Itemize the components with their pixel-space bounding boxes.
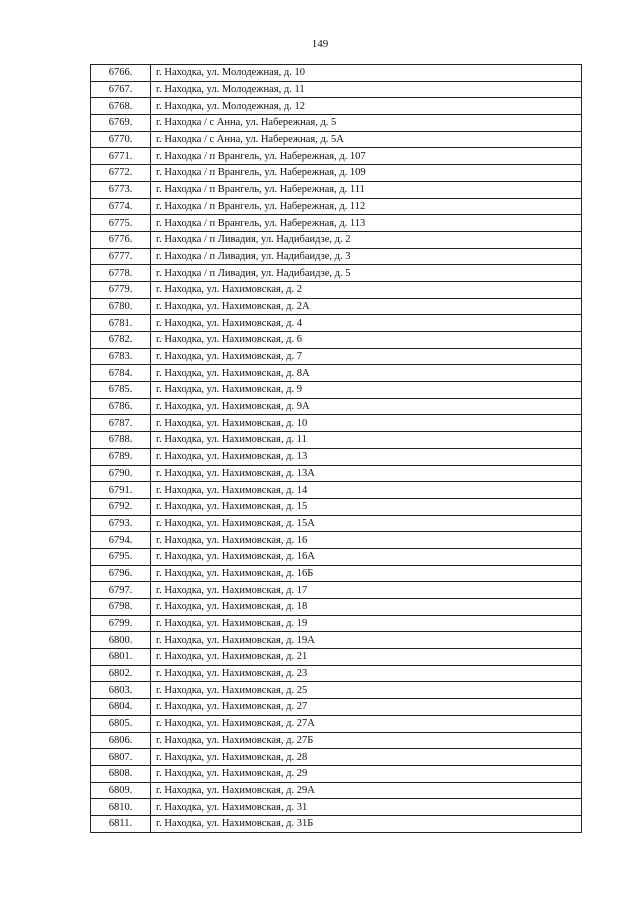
row-address: г. Находка, ул. Нахимовская, д. 13 xyxy=(151,448,582,465)
table-row xyxy=(91,649,582,666)
row-number: 6780. xyxy=(91,298,151,315)
table-row xyxy=(91,131,582,148)
row-address: г. Находка, ул. Нахимовская, д. 27Б xyxy=(151,732,582,749)
table-row xyxy=(91,615,582,632)
table-row xyxy=(91,632,582,649)
row-number: 6804. xyxy=(91,699,151,716)
table-row xyxy=(91,248,582,265)
row-number: 6787. xyxy=(91,415,151,432)
table-row xyxy=(91,348,582,365)
table-row xyxy=(91,782,582,799)
row-address: г. Находка / п Ливадия, ул. Надибаидзе, д. 3 xyxy=(151,248,582,265)
row-address: г. Находка, ул. Молодежная, д. 11 xyxy=(151,81,582,98)
table-row xyxy=(91,432,582,449)
row-address: г. Находка, ул. Нахимовская, д. 17 xyxy=(151,582,582,599)
table-row xyxy=(91,548,582,565)
row-address: г. Находка, ул. Нахимовская, д. 29А xyxy=(151,782,582,799)
table-row xyxy=(91,332,582,349)
row-address: г. Находка, ул. Нахимовская, д. 14 xyxy=(151,482,582,499)
table-row xyxy=(91,715,582,732)
table-row xyxy=(91,281,582,298)
row-address: г. Находка, ул. Нахимовская, д. 15А xyxy=(151,515,582,532)
row-address: г. Находка, ул. Нахимовская, д. 27 xyxy=(151,699,582,716)
row-address: г. Находка / п Врангель, ул. Набережная, д. 111 xyxy=(151,181,582,198)
row-number: 6786. xyxy=(91,398,151,415)
row-address: г. Находка / п Врангель, ул. Набережная, д. 107 xyxy=(151,148,582,165)
table-row xyxy=(91,465,582,482)
row-address: г. Находка, ул. Нахимовская, д. 2 xyxy=(151,281,582,298)
table-row xyxy=(91,699,582,716)
table-body xyxy=(91,65,582,833)
row-number: 6799. xyxy=(91,615,151,632)
row-address: г. Находка, ул. Нахимовская, д. 9А xyxy=(151,398,582,415)
address-table xyxy=(90,64,582,833)
row-address: г. Находка, ул. Молодежная, д. 12 xyxy=(151,98,582,115)
row-address: г. Находка / с Анна, ул. Набережная, д. 5 xyxy=(151,115,582,132)
row-address: г. Находка, ул. Нахимовская, д. 9 xyxy=(151,382,582,399)
table-row xyxy=(91,398,582,415)
table-row xyxy=(91,448,582,465)
row-address: г. Находка / п Врангель, ул. Набережная, д. 109 xyxy=(151,165,582,182)
row-number: 6768. xyxy=(91,98,151,115)
row-number: 6794. xyxy=(91,532,151,549)
table-row xyxy=(91,682,582,699)
row-address: г. Находка, ул. Нахимовская, д. 19А xyxy=(151,632,582,649)
table-row xyxy=(91,298,582,315)
row-address: г. Находка, ул. Нахимовская, д. 15 xyxy=(151,498,582,515)
row-address: г. Находка, ул. Нахимовская, д. 16А xyxy=(151,548,582,565)
row-address: г. Находка, ул. Нахимовская, д. 23 xyxy=(151,665,582,682)
row-address: г. Находка, ул. Нахимовская, д. 31Б xyxy=(151,815,582,832)
row-address: г. Находка, ул. Нахимовская, д. 16 xyxy=(151,532,582,549)
table-row xyxy=(91,81,582,98)
row-address: г. Находка, ул. Нахимовская, д. 21 xyxy=(151,649,582,666)
table-row xyxy=(91,148,582,165)
page-number: 149 xyxy=(311,38,329,50)
row-number: 6767. xyxy=(91,81,151,98)
table-row xyxy=(91,582,582,599)
row-number: 6783. xyxy=(91,348,151,365)
row-number: 6806. xyxy=(91,732,151,749)
row-address: г. Находка, ул. Нахимовская, д. 31 xyxy=(151,799,582,816)
row-address: г. Находка, ул. Нахимовская, д. 13А xyxy=(151,465,582,482)
table-row xyxy=(91,515,582,532)
table-row xyxy=(91,231,582,248)
table-row xyxy=(91,532,582,549)
row-number: 6778. xyxy=(91,265,151,282)
row-number: 6781. xyxy=(91,315,151,332)
row-number: 6796. xyxy=(91,565,151,582)
row-number: 6785. xyxy=(91,382,151,399)
table-row xyxy=(91,198,582,215)
row-address: г. Находка, ул. Нахимовская, д. 18 xyxy=(151,599,582,616)
row-number: 6772. xyxy=(91,165,151,182)
row-address: г. Находка, ул. Нахимовская, д. 27А xyxy=(151,715,582,732)
row-number: 6795. xyxy=(91,548,151,565)
table-row xyxy=(91,665,582,682)
row-address: г. Находка, ул. Нахимовская, д. 2А xyxy=(151,298,582,315)
row-number: 6775. xyxy=(91,215,151,232)
row-address: г. Находка / с Анна, ул. Набережная, д. 5А xyxy=(151,131,582,148)
row-number: 6770. xyxy=(91,131,151,148)
table-row xyxy=(91,65,582,82)
table-row xyxy=(91,815,582,832)
row-number: 6790. xyxy=(91,465,151,482)
row-number: 6771. xyxy=(91,148,151,165)
table-row xyxy=(91,181,582,198)
table-row xyxy=(91,482,582,499)
row-number: 6776. xyxy=(91,231,151,248)
row-address: г. Находка, ул. Нахимовская, д. 29 xyxy=(151,765,582,782)
table-row xyxy=(91,315,582,332)
row-address: г. Находка, ул. Нахимовская, д. 10 xyxy=(151,415,582,432)
row-address: г. Находка / п Ливадия, ул. Надибаидзе, д. 5 xyxy=(151,265,582,282)
row-address: г. Находка, ул. Нахимовская, д. 19 xyxy=(151,615,582,632)
row-number: 6793. xyxy=(91,515,151,532)
row-address: г. Находка, ул. Нахимовская, д. 6 xyxy=(151,332,582,349)
row-address: г. Находка, ул. Молодежная, д. 10 xyxy=(151,65,582,82)
table-row xyxy=(91,565,582,582)
row-number: 6777. xyxy=(91,248,151,265)
row-number: 6779. xyxy=(91,281,151,298)
table-row xyxy=(91,365,582,382)
table-row xyxy=(91,749,582,766)
table-row xyxy=(91,382,582,399)
row-number: 6782. xyxy=(91,332,151,349)
row-number: 6807. xyxy=(91,749,151,766)
row-number: 6803. xyxy=(91,682,151,699)
row-number: 6797. xyxy=(91,582,151,599)
table-row xyxy=(91,98,582,115)
row-number: 6801. xyxy=(91,649,151,666)
table-row xyxy=(91,165,582,182)
row-number: 6774. xyxy=(91,198,151,215)
row-number: 6808. xyxy=(91,765,151,782)
row-address: г. Находка, ул. Нахимовская, д. 4 xyxy=(151,315,582,332)
row-number: 6809. xyxy=(91,782,151,799)
row-address: г. Находка, ул. Нахимовская, д. 25 xyxy=(151,682,582,699)
row-number: 6789. xyxy=(91,448,151,465)
row-address: г. Находка / п Врангель, ул. Набережная, д. 113 xyxy=(151,215,582,232)
row-number: 6811. xyxy=(91,815,151,832)
row-address: г. Находка, ул. Нахимовская, д. 16Б xyxy=(151,565,582,582)
table-row xyxy=(91,498,582,515)
row-number: 6769. xyxy=(91,115,151,132)
row-number: 6800. xyxy=(91,632,151,649)
row-number: 6788. xyxy=(91,432,151,449)
row-address: г. Находка, ул. Нахимовская, д. 8А xyxy=(151,365,582,382)
row-number: 6773. xyxy=(91,181,151,198)
table-row xyxy=(91,265,582,282)
row-number: 6792. xyxy=(91,498,151,515)
table-row xyxy=(91,799,582,816)
table-row xyxy=(91,415,582,432)
table-row xyxy=(91,115,582,132)
table-row xyxy=(91,765,582,782)
row-address: г. Находка / п Ливадия, ул. Надибаидзе, д. 2 xyxy=(151,231,582,248)
row-address: г. Находка, ул. Нахимовская, д. 28 xyxy=(151,749,582,766)
row-address: г. Находка / п Врангель, ул. Набережная, д. 112 xyxy=(151,198,582,215)
row-address: г. Находка, ул. Нахимовская, д. 7 xyxy=(151,348,582,365)
row-number: 6784. xyxy=(91,365,151,382)
row-number: 6798. xyxy=(91,599,151,616)
table-row xyxy=(91,599,582,616)
table-row xyxy=(91,732,582,749)
table-row xyxy=(91,215,582,232)
row-number: 6802. xyxy=(91,665,151,682)
row-address: г. Находка, ул. Нахимовская, д. 11 xyxy=(151,432,582,449)
row-number: 6810. xyxy=(91,799,151,816)
row-number: 6805. xyxy=(91,715,151,732)
row-number: 6766. xyxy=(91,65,151,82)
row-number: 6791. xyxy=(91,482,151,499)
